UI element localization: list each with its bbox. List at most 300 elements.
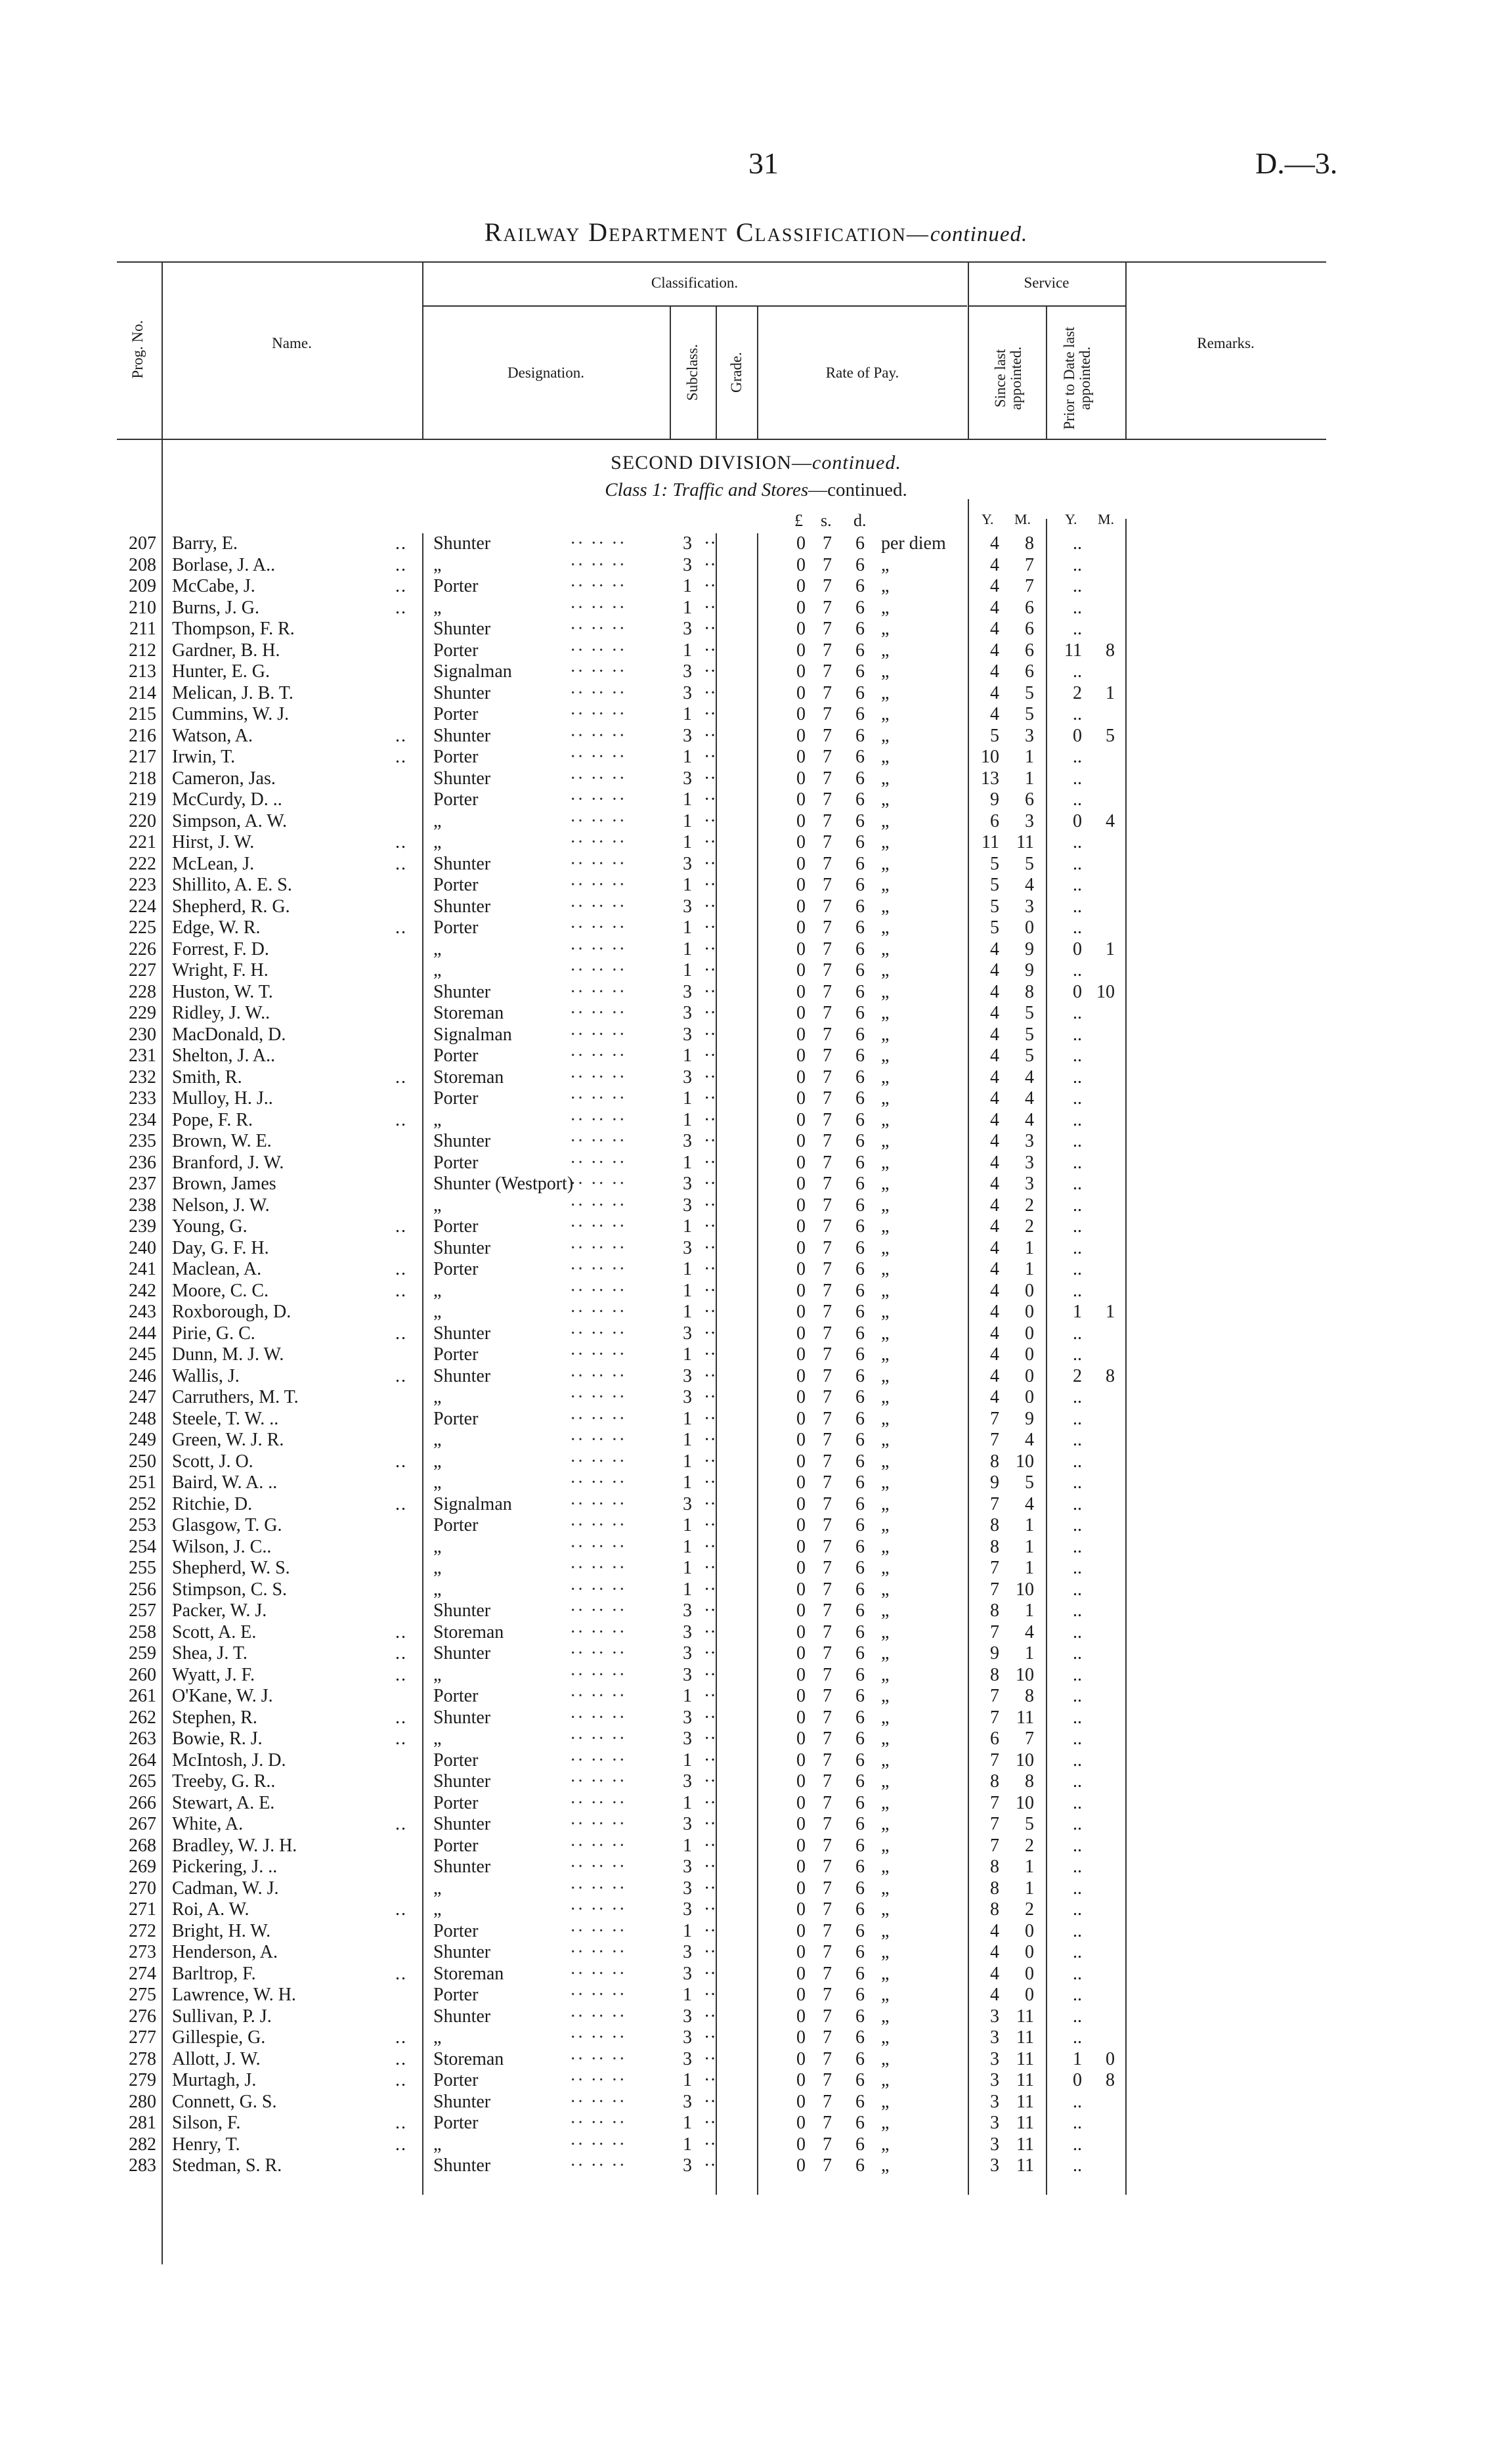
since-months: 11: [1016, 2006, 1034, 2027]
employee-name: Young, G.: [172, 1216, 248, 1237]
pay-period: „: [881, 554, 890, 575]
table-row: [0, 598, 1512, 619]
since-years: 9: [990, 1643, 999, 1663]
prog-number: 222: [129, 853, 156, 874]
prog-number: 215: [129, 704, 156, 724]
pay-pounds: 0: [796, 1259, 806, 1279]
pay-pounds: 0: [796, 1451, 806, 1472]
subclass: 1: [683, 1302, 692, 1322]
pay-pounds: 0: [796, 2027, 806, 2048]
leader-dots: ..: [395, 1280, 407, 1301]
prior-months: 4: [1106, 810, 1115, 831]
designation: „: [433, 1430, 442, 1450]
pay-period: „: [881, 1323, 890, 1344]
prog-number: 253: [129, 1515, 156, 1535]
pay-pence: 6: [855, 1878, 865, 1899]
pay-pence: 6: [855, 661, 865, 682]
leader-dots: ..: [395, 554, 407, 575]
pay-pounds: 0: [796, 682, 806, 703]
leader-dots-designation: ·· ·· ··: [570, 1792, 626, 1813]
subclass: 3: [683, 2155, 692, 2176]
leader-dots-subclass: ··: [704, 533, 716, 554]
leader-dots-subclass: ··: [704, 960, 716, 980]
pay-pounds: 0: [796, 1621, 806, 1642]
designation: Shunter (Westport): [433, 1174, 574, 1194]
pay-pence: 6: [855, 917, 865, 938]
leader-dots-designation: ·· ·· ··: [570, 2070, 626, 2090]
employee-name: Huston, W. T.: [172, 981, 273, 1002]
since-years: 4: [990, 1216, 999, 1237]
prog-number: 279: [129, 2070, 156, 2090]
leader-dots-designation: ·· ·· ··: [570, 1365, 626, 1386]
subclass: 3: [683, 1621, 692, 1642]
subclass: 3: [683, 981, 692, 1002]
header-prog-no: Prog. No.: [129, 320, 146, 379]
employee-name: Bright, H. W.: [172, 1920, 271, 1941]
designation: Shunter: [433, 981, 491, 1002]
pay-pence: 6: [855, 2091, 865, 2112]
pay-shillings: 7: [823, 1899, 832, 1920]
designation: „: [433, 1109, 442, 1130]
pay-period: „: [881, 832, 890, 852]
employee-name: Shepherd, W. S.: [172, 1558, 290, 1578]
pay-shillings: 7: [823, 1323, 832, 1344]
employee-name: Forrest, F. D.: [172, 938, 269, 959]
leader-dots-designation: ·· ·· ··: [570, 640, 626, 661]
pay-period: „: [881, 704, 890, 724]
since-months: 0: [1025, 917, 1034, 938]
pay-shillings: 7: [823, 2091, 832, 2112]
subclass: 3: [683, 554, 692, 575]
since-years: 8: [990, 1515, 999, 1535]
pay-pence: 6: [855, 1942, 865, 1962]
since-months: 0: [1025, 1942, 1034, 1962]
employee-name: Stephen, R.: [172, 1707, 257, 1728]
since-months: 5: [1025, 704, 1034, 724]
prog-number: 244: [129, 1323, 156, 1344]
leader-dots-subclass: ··: [704, 1963, 716, 1984]
prog-number: 251: [129, 1472, 156, 1493]
subclass: 1: [683, 960, 692, 980]
employee-name: Ridley, J. W..: [172, 1003, 270, 1023]
designation: „: [433, 1195, 442, 1216]
leader-dots-designation: ·· ·· ··: [570, 2091, 626, 2112]
pay-shillings: 7: [823, 2027, 832, 2048]
employee-name: McCurdy, D. ..: [172, 789, 282, 810]
pay-shillings: 7: [823, 938, 832, 959]
since-years: 4: [990, 1195, 999, 1216]
leader-dots-subclass: ··: [704, 1430, 716, 1450]
since-years: 5: [990, 896, 999, 917]
pay-pounds: 0: [796, 747, 806, 767]
pay-shillings: 7: [823, 1408, 832, 1429]
table-row: [0, 1430, 1512, 1451]
since-years: 7: [990, 1814, 999, 1834]
prog-number: 209: [129, 576, 156, 596]
prior-years: ..: [1073, 1835, 1082, 1856]
pay-period: „: [881, 1920, 890, 1941]
since-months: 4: [1025, 1493, 1034, 1514]
designation: Signalman: [433, 1493, 512, 1514]
subclass: 3: [683, 896, 692, 917]
prior-years: ..: [1073, 1664, 1082, 1685]
pay-pounds: 0: [796, 1920, 806, 1941]
designation: „: [433, 1472, 442, 1493]
employee-name: Gillespie, G.: [172, 2027, 266, 2048]
since-months: 3: [1025, 1174, 1034, 1194]
since-months: 5: [1025, 1472, 1034, 1493]
leader-dots: ..: [395, 1323, 407, 1344]
since-years: 4: [990, 1302, 999, 1322]
pay-pounds: 0: [796, 1174, 806, 1194]
leader-dots-subclass: ··: [704, 1451, 716, 1472]
pay-period: „: [881, 1088, 890, 1109]
leader-dots-subclass: ··: [704, 1131, 716, 1151]
leader-dots-subclass: ··: [704, 1750, 716, 1771]
prog-number: 234: [129, 1109, 156, 1130]
since-months: 11: [1016, 1707, 1034, 1728]
designation: Shunter: [433, 725, 491, 746]
prog-number: 269: [129, 1857, 156, 1877]
pay-pounds: 0: [796, 1237, 806, 1258]
prog-number: 212: [129, 640, 156, 661]
prior-months: 8: [1106, 640, 1115, 661]
since-months: 0: [1025, 1920, 1034, 1941]
leader-dots-subclass: ··: [704, 1728, 716, 1749]
leader-dots-designation: ·· ·· ··: [570, 2155, 626, 2176]
since-years: 4: [990, 1920, 999, 1941]
since-months: 11: [1016, 2155, 1034, 2176]
pay-pence: 6: [855, 1771, 865, 1792]
pay-shillings: 7: [823, 1174, 832, 1194]
pay-shillings: 7: [823, 725, 832, 746]
pay-shillings: 7: [823, 640, 832, 661]
prog-number: 261: [129, 1686, 156, 1706]
leader-dots-subclass: ··: [704, 1899, 716, 1920]
table-row: [0, 1622, 1512, 1644]
pay-pounds: 0: [796, 1045, 806, 1066]
employee-name: Borlase, J. A..: [172, 554, 276, 575]
subclass: 3: [683, 1899, 692, 1920]
since-months: 1: [1025, 1259, 1034, 1279]
prior-years: ..: [1073, 1558, 1082, 1578]
prior-years: ..: [1073, 2027, 1082, 2048]
prog-number: 282: [129, 2134, 156, 2155]
header-subclass: Subclass.: [683, 343, 701, 401]
pay-shillings: 7: [823, 1109, 832, 1130]
designation: Shunter: [433, 2091, 491, 2112]
designation: Signalman: [433, 661, 512, 682]
designation: „: [433, 1579, 442, 1600]
leader-dots-subclass: ··: [704, 1003, 716, 1023]
table-row: [0, 640, 1512, 662]
class-heading: [0, 479, 1512, 501]
since-months: 1: [1025, 747, 1034, 767]
subclass: 1: [683, 1472, 692, 1493]
pay-pounds: 0: [796, 875, 806, 895]
since-months: 11: [1016, 2048, 1034, 2069]
leader-dots: ..: [395, 1067, 407, 1088]
table-row: [0, 1686, 1512, 1707]
since-years: 4: [990, 576, 999, 596]
employee-name: Allott, J. W.: [172, 2048, 261, 2069]
leader-dots: ..: [395, 832, 407, 852]
since-years: 7: [990, 1750, 999, 1771]
pay-shillings: 7: [823, 1814, 832, 1834]
table-row: [0, 1281, 1512, 1302]
leader-dots-designation: ·· ·· ··: [570, 1003, 626, 1023]
leader-dots-subclass: ··: [704, 704, 716, 724]
table-row: [0, 2070, 1512, 2092]
leader-dots-designation: ·· ·· ··: [570, 1045, 626, 1066]
leader-dots: ..: [395, 1451, 407, 1472]
subclass: 1: [683, 2134, 692, 2155]
table-row: [0, 1515, 1512, 1537]
subclass: 3: [683, 1067, 692, 1088]
subclass: 1: [683, 1088, 692, 1109]
designation: Porter: [433, 1792, 479, 1813]
pay-pounds: 0: [796, 789, 806, 810]
designation: „: [433, 1387, 442, 1407]
pay-pounds: 0: [796, 1024, 806, 1045]
subclass: 1: [683, 1536, 692, 1557]
prog-number: 274: [129, 1963, 156, 1984]
employee-name: McLean, J.: [172, 853, 255, 874]
since-years: 4: [990, 597, 999, 618]
leader-dots: ..: [395, 1621, 407, 1642]
pay-shillings: 7: [823, 597, 832, 618]
prog-number: 223: [129, 875, 156, 895]
pay-period: „: [881, 1067, 890, 1088]
leader-dots-designation: ·· ·· ··: [570, 2113, 626, 2133]
pay-shillings: 7: [823, 789, 832, 810]
employee-name: Ritchie, D.: [172, 1493, 253, 1514]
pay-period: „: [881, 981, 890, 1002]
since-years: 7: [990, 1408, 999, 1429]
since-years: 8: [990, 1878, 999, 1899]
since-months: 6: [1025, 597, 1034, 618]
leader-dots: ..: [395, 2134, 407, 2155]
table-row: [0, 1942, 1512, 1964]
designation: Porter: [433, 1259, 479, 1279]
leader-dots-subclass: ··: [704, 682, 716, 703]
since-years: 4: [990, 1259, 999, 1279]
since-months: 2: [1025, 1216, 1034, 1237]
leader-dots-subclass: ··: [704, 981, 716, 1002]
employee-name: Barry, E.: [172, 533, 238, 554]
pay-pence: 6: [855, 682, 865, 703]
pay-period: „: [881, 810, 890, 831]
leader-dots-subclass: ··: [704, 725, 716, 746]
pay-period: „: [881, 1963, 890, 1984]
pay-pence: 6: [855, 1088, 865, 1109]
pay-period: „: [881, 597, 890, 618]
subclass: 1: [683, 1579, 692, 1600]
employee-name: Branford, J. W.: [172, 1152, 284, 1173]
pay-pence: 6: [855, 1451, 865, 1472]
leader-dots-designation: ·· ·· ··: [570, 1024, 626, 1045]
pay-pounds: 0: [796, 1323, 806, 1344]
designation: Shunter: [433, 1131, 491, 1151]
pay-period: „: [881, 789, 890, 810]
table-row: [0, 1600, 1512, 1622]
prior-years: ..: [1073, 1814, 1082, 1834]
designation: Porter: [433, 1152, 479, 1173]
pay-period: „: [881, 1728, 890, 1749]
since-years: 4: [990, 1131, 999, 1151]
leader-dots-designation: ·· ·· ··: [570, 1878, 626, 1899]
table-row: [0, 1131, 1512, 1153]
pay-pounds: 0: [796, 1643, 806, 1663]
pay-period: „: [881, 875, 890, 895]
designation: Shunter: [433, 1600, 491, 1621]
subclass: 1: [683, 1792, 692, 1813]
prog-number: 229: [129, 1003, 156, 1023]
pay-period: „: [881, 1942, 890, 1962]
prior-months: 5: [1106, 725, 1115, 746]
since-months: 10: [1016, 1750, 1034, 1771]
designation: Porter: [433, 1985, 479, 2005]
since-months: 9: [1025, 938, 1034, 959]
employee-name: Carruthers, M. T.: [172, 1387, 299, 1407]
subclass: 1: [683, 875, 692, 895]
table-row: [0, 1024, 1512, 1046]
pay-shillings: 7: [823, 1963, 832, 1984]
pay-pence: 6: [855, 1558, 865, 1578]
since-years: 7: [990, 1493, 999, 1514]
pay-pence: 6: [855, 1536, 865, 1557]
pay-shillings: 7: [823, 1707, 832, 1728]
pay-period: „: [881, 896, 890, 917]
prog-number: 226: [129, 938, 156, 959]
since-months: 0: [1025, 1323, 1034, 1344]
since-months: 10: [1016, 1451, 1034, 1472]
employee-name: McIntosh, J. D.: [172, 1750, 286, 1771]
prog-number: 221: [129, 832, 156, 852]
pay-period: „: [881, 640, 890, 661]
prior-years: ..: [1073, 1963, 1082, 1984]
col-divider-subclass: [716, 305, 717, 439]
employee-name: Roi, A. W.: [172, 1899, 249, 1920]
employee-name: Henderson, A.: [172, 1942, 278, 1962]
table-row: [0, 2049, 1512, 2071]
designation: Porter: [433, 704, 479, 724]
pay-pence: 6: [855, 1664, 865, 1685]
pay-period: „: [881, 1857, 890, 1877]
subclass: 1: [683, 2070, 692, 2090]
prog-number: 235: [129, 1131, 156, 1151]
designation: „: [433, 2134, 442, 2155]
prior-years: ..: [1073, 896, 1082, 917]
designation: Porter: [433, 789, 479, 810]
prog-number: 277: [129, 2027, 156, 2048]
table-row: [0, 1494, 1512, 1516]
since-years: 8: [990, 1664, 999, 1685]
table-row: [0, 832, 1512, 854]
since-months: 11: [1016, 2134, 1034, 2155]
header-classification: Classification.: [651, 275, 739, 291]
since-years: 7: [990, 1792, 999, 1813]
leader-dots-subclass: ··: [704, 853, 716, 874]
pay-shillings: 7: [823, 682, 832, 703]
pay-period: „: [881, 1472, 890, 1493]
subclass: 3: [683, 2091, 692, 2112]
pay-pounds: 0: [796, 1408, 806, 1429]
pay-shillings: 7: [823, 1792, 832, 1813]
since-years: 4: [990, 704, 999, 724]
leader-dots-designation: ·· ·· ··: [570, 1771, 626, 1792]
since-months: 5: [1025, 1814, 1034, 1834]
header-remarks: Remarks.: [1197, 335, 1255, 351]
since-years: 3: [990, 2048, 999, 2069]
leader-dots-designation: ·· ·· ··: [570, 1067, 626, 1088]
since-months: 1: [1025, 1857, 1034, 1877]
subclass: 1: [683, 1109, 692, 1130]
since-years: 8: [990, 1771, 999, 1792]
since-months: 1: [1025, 1878, 1034, 1899]
subclass: 3: [683, 1728, 692, 1749]
subclass: 1: [683, 1152, 692, 1173]
since-months: 9: [1025, 960, 1034, 980]
table-row: [0, 1344, 1512, 1366]
prior-years: ..: [1073, 704, 1082, 724]
col-divider-designation: [670, 305, 671, 439]
prior-years: ..: [1073, 1621, 1082, 1642]
leader-dots-designation: ·· ·· ··: [570, 1152, 626, 1173]
pay-pence: 6: [855, 1174, 865, 1194]
prog-number: 248: [129, 1408, 156, 1429]
designation: „: [433, 832, 442, 852]
subclass: 3: [683, 1003, 692, 1023]
leader-dots: ..: [395, 1899, 407, 1920]
leader-dots-designation: ·· ·· ··: [570, 1664, 626, 1685]
since-years: 13: [981, 768, 999, 789]
employee-name: Henry, T.: [172, 2134, 240, 2155]
designation: Porter: [433, 1216, 479, 1237]
since-years: 4: [990, 1280, 999, 1301]
pay-pounds: 0: [796, 1792, 806, 1813]
leader-dots-subclass: ··: [704, 1152, 716, 1173]
pay-shillings: 7: [823, 2113, 832, 2133]
pay-pence: 6: [855, 1707, 865, 1728]
pay-shillings: 7: [823, 1664, 832, 1685]
pay-pence: 6: [855, 1792, 865, 1813]
designation: „: [433, 1536, 442, 1557]
employee-name: Scott, A. E.: [172, 1621, 257, 1642]
employee-name: Melican, J. B. T.: [172, 682, 293, 703]
pay-pence: 6: [855, 768, 865, 789]
employee-name: Green, W. J. R.: [172, 1430, 284, 1450]
pay-period: „: [881, 1408, 890, 1429]
designation: Storeman: [433, 2048, 504, 2069]
header-service: Service: [1024, 275, 1069, 291]
pay-pounds: 0: [796, 2155, 806, 2176]
prog-number: 218: [129, 768, 156, 789]
pay-pounds: 0: [796, 661, 806, 682]
leader-dots-designation: ·· ·· ··: [570, 533, 626, 554]
leader-dots-subclass: ··: [704, 2091, 716, 2112]
leader-dots-subclass: ··: [704, 1216, 716, 1237]
pay-period: „: [881, 1451, 890, 1472]
pay-period: „: [881, 2091, 890, 2112]
leader-dots-designation: ·· ·· ··: [570, 917, 626, 938]
prog-number: 210: [129, 597, 156, 618]
prog-number: 214: [129, 682, 156, 703]
employee-name: Mulloy, H. J..: [172, 1088, 273, 1109]
prior-years: ..: [1073, 1430, 1082, 1450]
leader-dots-subclass: ··: [704, 1621, 716, 1642]
pay-period: „: [881, 2048, 890, 2069]
